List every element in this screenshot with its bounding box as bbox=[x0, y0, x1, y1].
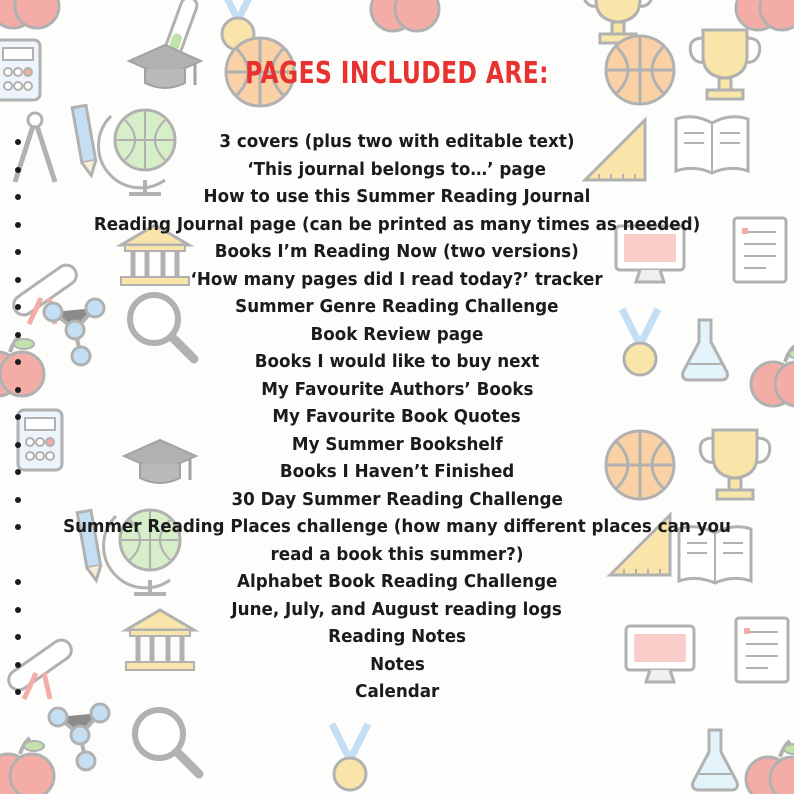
bullet-icon bbox=[15, 387, 21, 393]
list-item bbox=[0, 238, 794, 266]
list-item-text: Calendar bbox=[354, 681, 440, 702]
bullet-icon bbox=[15, 442, 21, 448]
list-item bbox=[0, 678, 794, 706]
bullet-icon bbox=[15, 249, 21, 255]
list-item bbox=[0, 431, 794, 459]
list-item bbox=[0, 623, 794, 651]
list-item bbox=[0, 128, 794, 156]
list-item-text: How to use this Summer Reading Journal bbox=[203, 186, 591, 207]
bullet-icon bbox=[15, 222, 21, 228]
list-item-text: ‘This journal belongs to…’ page bbox=[247, 158, 547, 180]
list-item bbox=[0, 568, 794, 596]
bullet-icon bbox=[15, 497, 21, 503]
bullet-icon bbox=[15, 277, 21, 283]
list-item bbox=[0, 376, 794, 404]
list-item-text: Summer Reading Places challenge (how many different places can you read a book this summer?) bbox=[63, 516, 731, 565]
bullet-icon bbox=[15, 167, 21, 173]
list-item bbox=[0, 266, 794, 294]
list-item-text: Notes bbox=[369, 653, 425, 675]
list-item-text: Summer Genre Reading Challenge bbox=[235, 296, 559, 317]
bullet-icon bbox=[15, 634, 21, 640]
list-item bbox=[0, 348, 794, 376]
page-title: PAGES INCLUDED ARE: bbox=[245, 56, 549, 91]
list-item bbox=[0, 651, 794, 679]
list-item-text: 30 Day Summer Reading Challenge bbox=[231, 488, 563, 510]
list-item bbox=[0, 156, 794, 184]
list-item-text: Books I Haven’t Finished bbox=[279, 461, 515, 482]
list-item bbox=[0, 513, 794, 568]
list-item-text: Books I’m Reading Now (two versions) bbox=[214, 241, 580, 262]
list-item bbox=[0, 211, 794, 239]
bullet-icon bbox=[15, 579, 21, 585]
list-item-text: My Summer Bookshelf bbox=[291, 433, 503, 455]
list-item-text: My Favourite Authors’ Books bbox=[260, 378, 534, 400]
list-item bbox=[0, 293, 794, 321]
bullet-icon bbox=[15, 332, 21, 338]
list-item bbox=[0, 403, 794, 431]
list-item-text: Book Review page bbox=[310, 323, 484, 345]
bullet-icon bbox=[15, 194, 21, 200]
list-item bbox=[0, 321, 794, 349]
bullet-icon bbox=[15, 524, 21, 530]
list-item bbox=[0, 596, 794, 624]
list-item-text: ‘How many pages did I read today?’ tracker bbox=[190, 268, 604, 290]
list-item-text: Books I would like to buy next bbox=[254, 351, 540, 372]
list-item-text: Reading Journal page (can be printed as many times as needed) bbox=[93, 213, 701, 235]
pages-list bbox=[0, 128, 794, 706]
bullet-icon bbox=[15, 469, 21, 475]
list-item-text: 3 covers (plus two with editable text) bbox=[219, 131, 575, 152]
bullet-icon bbox=[15, 139, 21, 145]
bullet-icon bbox=[15, 359, 21, 365]
bullet-icon bbox=[15, 689, 21, 695]
bullet-icon bbox=[15, 414, 21, 420]
bullet-icon bbox=[15, 607, 21, 613]
list-item-text: June, July, and August reading logs bbox=[231, 598, 563, 620]
list-item bbox=[0, 183, 794, 211]
list-item-text: My Favourite Book Quotes bbox=[272, 406, 522, 427]
bullet-icon bbox=[15, 304, 21, 310]
bullet-icon bbox=[15, 662, 21, 668]
list-item-text: Alphabet Book Reading Challenge bbox=[236, 571, 558, 592]
list-item bbox=[0, 458, 794, 486]
list-item-text: Reading Notes bbox=[328, 626, 466, 647]
list-item bbox=[0, 486, 794, 514]
